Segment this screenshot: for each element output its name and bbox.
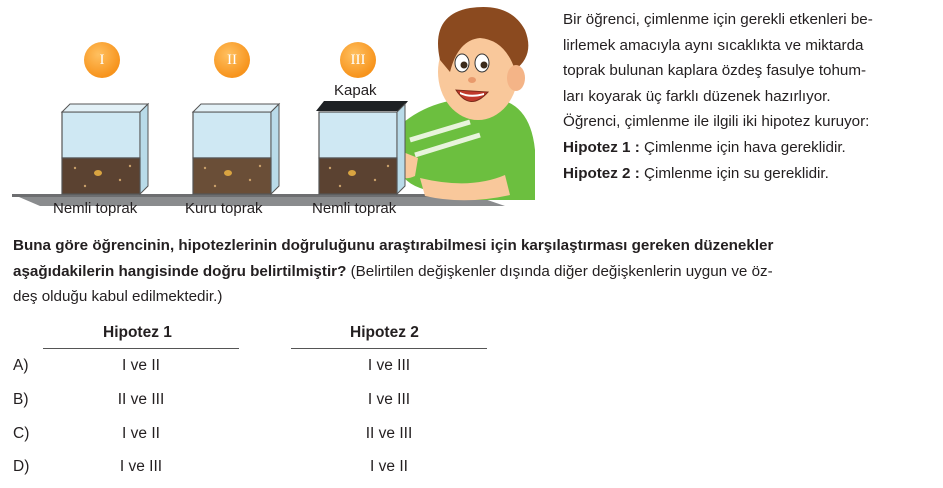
column-header-hipotez-2: Hipotez 2 xyxy=(350,324,419,341)
column-header-hipotez-1: Hipotez 1 xyxy=(103,324,172,341)
option-h2[interactable]: I ve III xyxy=(367,357,411,374)
option-letter[interactable]: C) xyxy=(13,425,30,442)
option-letter[interactable]: A) xyxy=(13,357,29,374)
option-h1[interactable]: I ve III xyxy=(119,458,163,475)
option-h1[interactable]: I ve II xyxy=(122,425,160,442)
question-stem xyxy=(13,233,933,310)
option-h1[interactable]: I ve II xyxy=(122,357,160,374)
hypothesis-1-label: Hipotez 1 : xyxy=(563,138,640,156)
experiment-illustration xyxy=(0,0,560,225)
option-h2[interactable]: I ve III xyxy=(367,391,411,408)
header-rule-1 xyxy=(43,348,239,349)
intro-line: ları koyarak üç farklı düzenek hazırlıyor. xyxy=(563,87,831,105)
hypothesis-2-text: Çimlenme için su gereklidir. xyxy=(639,164,829,182)
option-h2[interactable]: I ve II xyxy=(370,458,408,475)
tank-2 xyxy=(193,104,279,194)
soil-label-1: Nemli toprak xyxy=(53,200,138,217)
badge-tank-1: I xyxy=(84,42,120,78)
badge-tank-3: III xyxy=(340,42,376,78)
badge-tank-2: II xyxy=(214,42,250,78)
question-note-1: (Belirtilen değişkenler dışında diğer değişkenlerin uygun ve öz- xyxy=(346,262,773,280)
intro-line: toprak bulunan kaplara özdeş fasulye tohum- xyxy=(563,62,867,80)
header-rule-2 xyxy=(291,348,487,349)
tank-lid xyxy=(316,101,408,111)
lid-label: Kapak xyxy=(334,82,377,99)
intro-text xyxy=(563,7,935,186)
question-bold-1: Buna göre öğrencinin, hipotezlerinin doğruluğunu araştırabilmesi için karşılaştırması gereken düzenekler xyxy=(13,237,774,254)
hypothesis-2-label: Hipotez 2 : xyxy=(563,164,640,182)
option-h2[interactable]: II ve III xyxy=(365,425,413,442)
question-note-2: deş olduğu kabul edilmektedir.) xyxy=(13,288,223,305)
hypothesis-2 xyxy=(563,161,935,187)
intro-line: Bir öğrenci, çimlenme için gerekli etkenleri be- xyxy=(563,11,873,28)
option-h1[interactable]: II ve III xyxy=(117,391,165,408)
boy-figure xyxy=(390,7,535,200)
option-letter[interactable]: D) xyxy=(13,458,30,475)
tank-1 xyxy=(62,104,148,194)
option-letter[interactable]: B) xyxy=(13,391,29,408)
hypothesis-1-text: Çimlenme için hava gereklidir. xyxy=(639,138,846,156)
experiment-drawing xyxy=(0,0,560,225)
question-bold-2: aşağıdakilerin hangisinde doğru belirtilmiştir? xyxy=(13,262,347,280)
hypothesis-1 xyxy=(563,135,935,161)
soil-label-3: Nemli toprak xyxy=(312,200,397,217)
intro-line: Öğrenci, çimlenme ile ilgili iki hipotez kuruyor: xyxy=(563,113,870,131)
tank-3 xyxy=(316,101,408,194)
intro-line: lirlemek amacıyla aynı sıcaklıkta ve miktarda xyxy=(563,36,864,54)
soil-label-2: Kuru toprak xyxy=(185,200,263,217)
